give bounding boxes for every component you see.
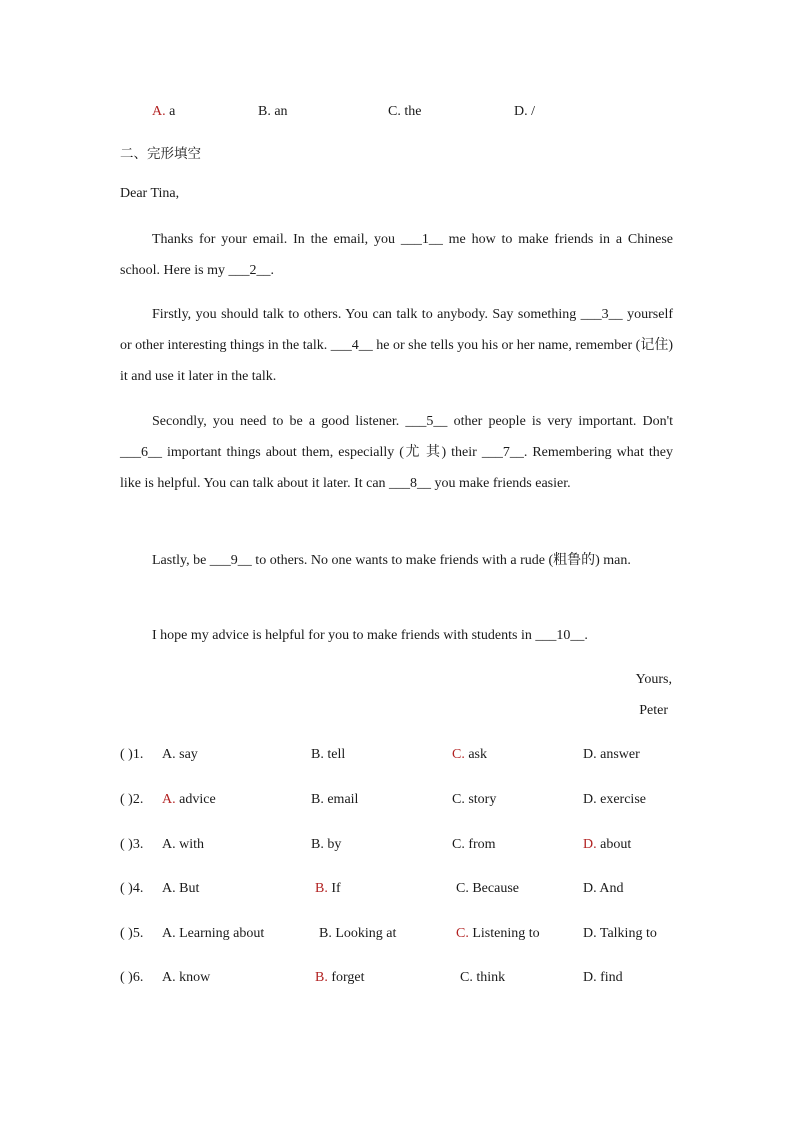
option-letter: A. [162,881,176,896]
option-letter: B. [315,881,328,896]
option-text: answer [596,747,640,762]
letter-paragraph-4 [120,545,673,576]
letter-closing: Yours, [635,672,672,687]
option-letter: A. [162,970,176,985]
question-4-number: ( )4. [120,881,144,896]
option-letter: C. [452,837,465,852]
q2-option-a [162,791,216,809]
option-letter: A. [162,747,176,762]
paragraph-5-text: I hope my advice is helpful for you to make friends with students in ___10__. [152,628,588,643]
option-letter: D. [583,747,597,762]
q4-option-c [456,880,519,898]
q2-option-c [452,791,496,809]
q5-option-d [583,925,657,943]
option-text: Talking to [596,926,657,941]
q3-option-b [311,836,341,854]
q2-option-b [311,791,358,809]
option-letter: D. [583,792,597,807]
option-letter: B. [311,747,324,762]
letter-signature: Peter [639,703,668,718]
q5-option-c [456,925,540,943]
question-2-number: ( )2. [120,792,144,807]
question-5-number: ( )5. [120,926,144,941]
letter-paragraph-5 [120,620,673,651]
option-text: Listening to [468,926,540,941]
letter-paragraph-3 [120,406,673,499]
option-text: advice [175,792,216,807]
q4-option-b [315,880,341,898]
q2-option-d [583,791,646,809]
question-6-number: ( )6. [120,970,144,985]
letter-paragraph-2 [120,299,673,392]
q4-option-d [583,880,623,898]
option-letter: B. [311,792,324,807]
option-letter: A. [162,837,176,852]
option-text: find [596,970,623,985]
paragraph-3-text: Secondly, you need to be a good listener. ___5__ other people is very important. Don't ___6__ important things about them, especially (尤 其) their ___7__. Remembering what they like is helpful. You can talk about it later. It can ___8__ you make friends easier. [120,414,673,491]
q1-option-c [452,746,487,764]
top-option-a-letter: A. [152,104,166,119]
option-letter: D. [583,881,597,896]
question-1-number: ( )1. [120,747,144,762]
option-text: forget [327,970,365,985]
paragraph-1-text: Thanks for your email. In the email, you ___1__ me how to make friends in a Chinese school. Here is my ___2__. [120,232,673,278]
q1-option-a [162,746,198,764]
q3-option-a [162,836,204,854]
option-text: And [596,881,624,896]
question-3-number: ( )3. [120,837,144,852]
paragraph-2-text: Firstly, you should talk to others. You can talk to anybody. Say something ___3__ yourself or other interesting things in the talk. ___4__ he or she tells you his or her name, remember (记住) it and use it later in the talk. [120,307,673,384]
q6-option-b [315,969,365,987]
top-option-d: D. / [514,104,535,119]
q4-option-a [162,880,199,898]
option-text: tell [323,747,346,762]
option-letter: C. [460,970,473,985]
q5-option-b [319,925,396,943]
option-letter: C. [452,747,465,762]
option-text: about [596,837,632,852]
option-text: from [464,837,496,852]
paragraph-4-text: Lastly, be ___9__ to others. No one wants to make friends with a rude (粗鲁的) man. [152,553,631,568]
option-text: Learning about [175,926,265,941]
option-text: with [175,837,205,852]
q6-option-d [583,969,623,987]
option-letter: A. [162,926,176,941]
option-text: exercise [596,792,646,807]
letter-paragraph-1 [120,224,673,286]
option-text: If [327,881,341,896]
option-letter: B. [311,837,324,852]
option-letter: C. [452,792,465,807]
top-option-c: C. the [388,104,422,119]
option-text: say [175,747,198,762]
option-letter: D. [583,970,597,985]
option-letter: C. [456,926,469,941]
top-option-b: B. an [258,104,288,119]
option-text: email [323,792,359,807]
q6-option-a [162,969,210,987]
option-text: know [175,970,211,985]
option-letter: B. [319,926,332,941]
option-text: by [323,837,342,852]
option-letter: C. [456,881,469,896]
option-text: ask [464,747,488,762]
q6-option-c [460,969,505,987]
option-letter: B. [315,970,328,985]
section-title: 二、完形填空 [120,146,201,162]
q5-option-a [162,925,264,943]
top-option-a [152,103,175,121]
option-text: Because [468,881,519,896]
letter-greeting: Dear Tina, [120,186,180,201]
option-letter: A. [162,792,176,807]
option-text: story [464,792,497,807]
option-text: But [175,881,200,896]
q3-option-d [583,836,631,854]
option-letter: D. [583,926,597,941]
option-letter: D. [583,837,597,852]
option-text: think [472,970,506,985]
option-text: Looking at [331,926,397,941]
q1-option-d [583,746,640,764]
q3-option-c [452,836,496,854]
q1-option-b [311,746,345,764]
top-option-a-text: a [165,104,176,119]
